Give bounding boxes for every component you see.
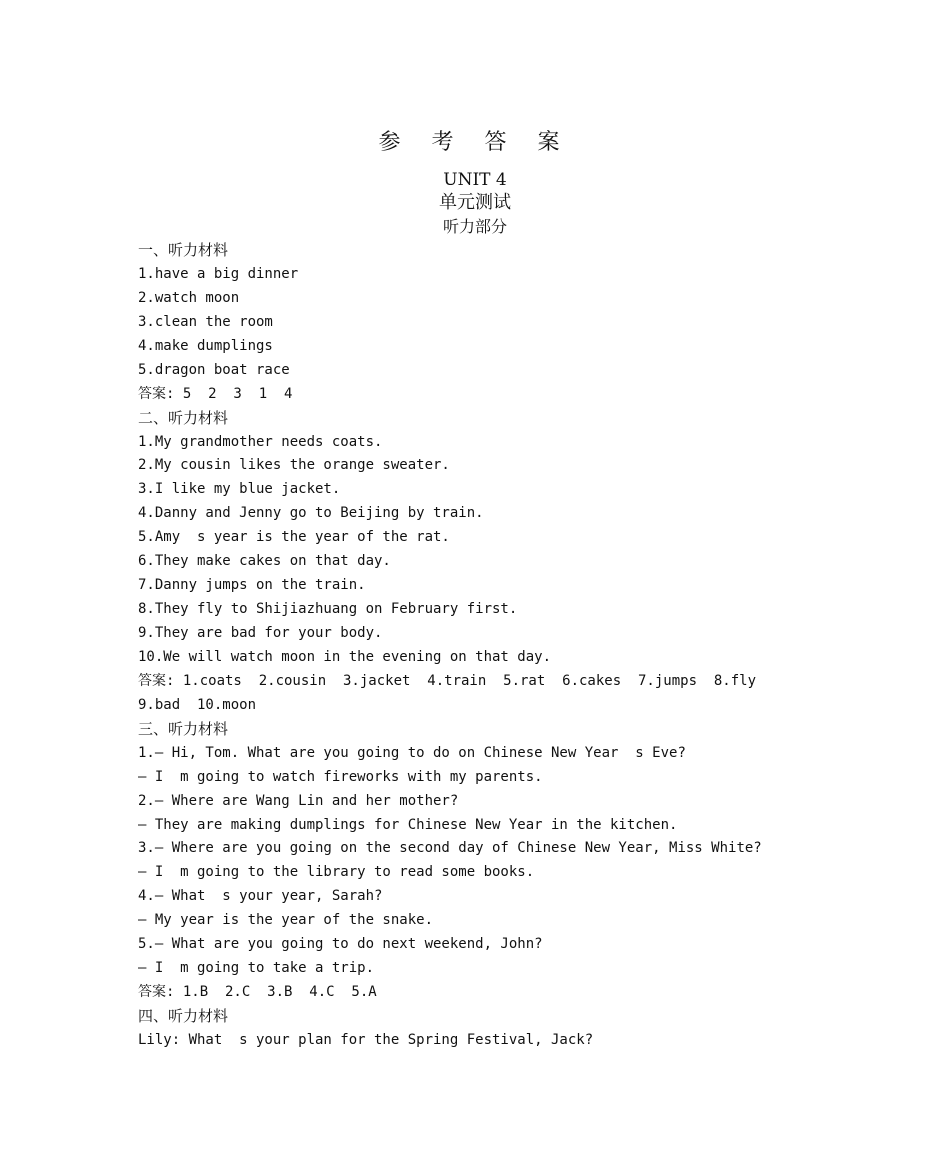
section-heading: 二、听力材料	[138, 408, 229, 427]
page-title: 参 考 答 案	[378, 130, 572, 155]
answer-line: Lily: What s your plan for the Spring Festival, Jack?	[138, 1031, 594, 1048]
answer-line: 5.— What are you going to do next weekend, John?	[138, 936, 543, 953]
section-heading: 一、听力材料	[138, 241, 229, 259]
answer-line: 1.have a big dinner	[138, 265, 299, 282]
answer-line: 答案: 1.B 2.C 3.B 4.C 5.A	[138, 984, 377, 1001]
answer-line: — I m going to the library to read some books.	[138, 864, 535, 881]
answer-line: 答案: 1.coats 2.cousin 3.jacket 4.train 5.rat 6.cakes 7.jumps 8.fly	[138, 672, 757, 689]
answer-line: — I m going to take a trip.	[138, 960, 375, 977]
answer-line: 8.They fly to Shijiazhuang on February first.	[138, 601, 518, 618]
answer-line: 1.My grandmother needs coats.	[138, 433, 383, 450]
answer-line: 6.They make cakes on that day.	[138, 553, 391, 570]
answer-line: — My year is the year of the snake.	[138, 912, 434, 929]
answer-line: 2.My cousin likes the orange sweater.	[138, 457, 450, 474]
section-heading: 三、听力材料	[138, 719, 229, 738]
listening-part-heading: 听力部分	[442, 217, 507, 236]
answer-line: 9.They are bad for your body.	[138, 625, 383, 641]
answer-line: 3.— Where are you going on the second day of Chinese New Year, Miss White?	[138, 840, 762, 857]
answer-line: 3.clean the room	[138, 313, 273, 330]
answer-line: 4.— What s your year, Sarah?	[138, 888, 383, 905]
answer-line: 4.Danny and Jenny go to Beijing by train.	[138, 505, 484, 522]
answer-line: 5.Amy s year is the year of the rat.	[138, 529, 450, 546]
answer-line: — They are making dumplings for Chinese New Year in the kitchen.	[138, 816, 678, 833]
unit-test-heading: 单元测试	[439, 192, 511, 213]
answer-content	[138, 239, 838, 1053]
answer-line: 4.make dumplings	[138, 337, 273, 354]
answer-line: 3.I like my blue jacket.	[138, 481, 341, 498]
answer-line: 5.dragon boat race	[138, 361, 290, 378]
section-heading: 四、听力材料	[138, 1007, 229, 1025]
answer-line: 2.— Where are Wang Lin and her mother?	[138, 792, 459, 809]
answer-line: 9.bad 10.moon	[138, 696, 257, 713]
answer-line: 10.We will watch moon in the evening on that day.	[138, 648, 552, 665]
answer-line: 答案: 5 2 3 1 4	[138, 385, 293, 402]
answer-line: 7.Danny jumps on the train.	[138, 577, 366, 594]
answer-line: 1.— Hi, Tom. What are you going to do on Chinese New Year s Eve?	[138, 744, 686, 761]
answer-line: 2.watch moon	[138, 289, 240, 306]
unit-heading: UNIT 4	[443, 170, 507, 190]
answer-line: — I m going to watch fireworks with my parents.	[138, 768, 543, 785]
